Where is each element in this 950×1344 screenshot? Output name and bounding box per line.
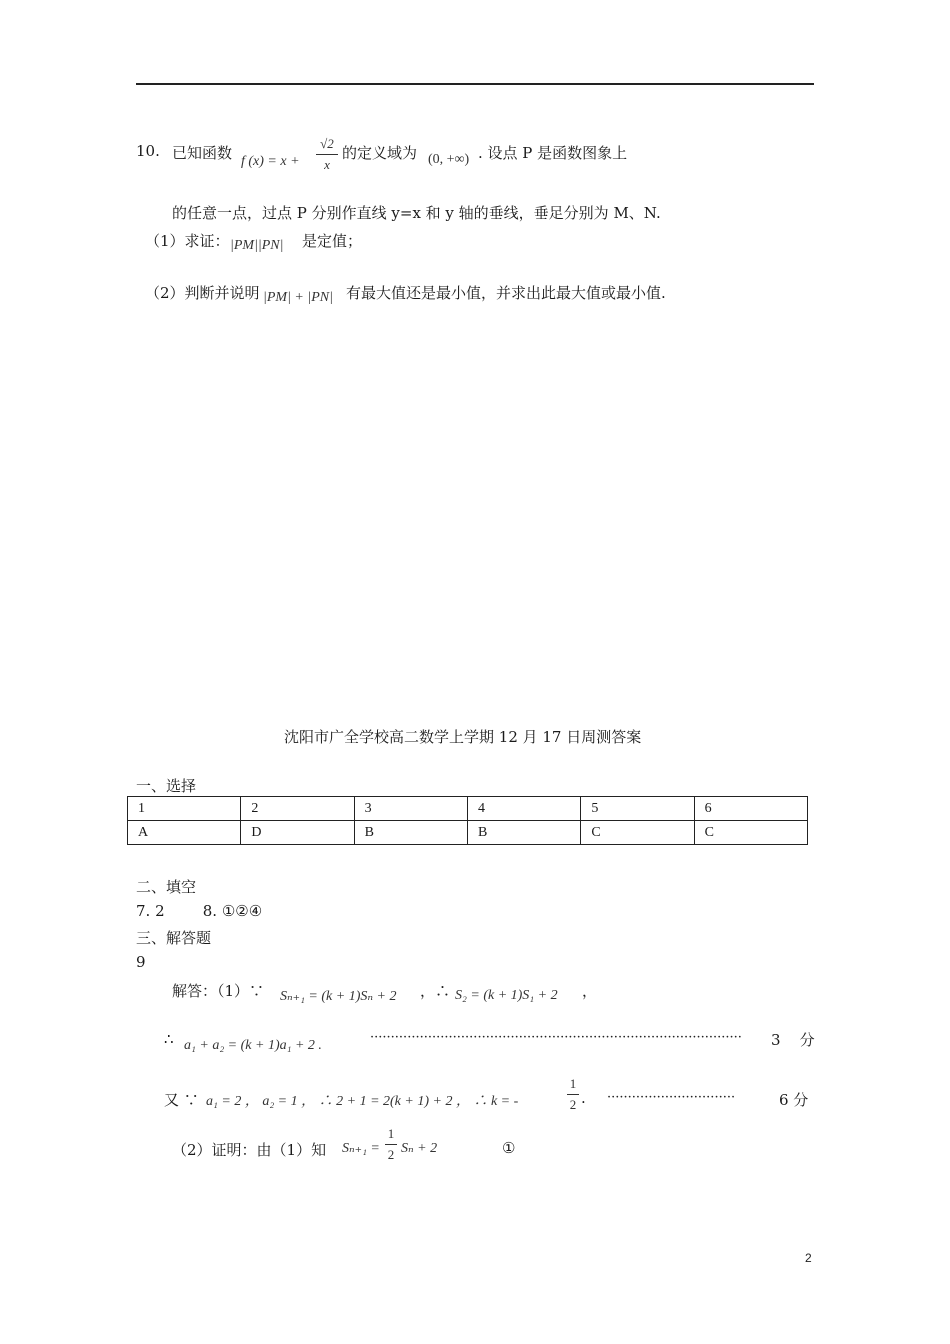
domain-value: (0, +∞) [428,152,470,167]
fraction-numerator: √2 [320,136,334,151]
line3-prefix: 又 ∵ [164,1091,199,1109]
table-cell: B [467,821,580,845]
line3-equation: a₁ = 2 ， a₂ = 1 ， ∴ 2 + 1 = 2(k + 1) + 2 ， ∴ k = - [206,1094,519,1109]
line2-dots: ·························································································· [370,1030,742,1045]
fill-answers: 7. 2 8. ①②④ [136,902,263,920]
fraction-numerator: 1 [569,1076,577,1091]
question-9-number: 9 [136,953,146,971]
part2-fraction [385,1126,397,1163]
header-rule [136,83,814,85]
table-cell: B [354,821,467,845]
function-fraction [316,136,338,173]
line3-score: 6 分 [779,1091,809,1109]
part1-expression: |PM||PN| [230,238,284,253]
solution-eq1: Sₙ₊₁ = (k + 1)Sₙ + 2 [280,989,397,1004]
line3-fraction [567,1076,579,1113]
table-cell: 4 [467,797,580,821]
problem-number: 10. [136,142,160,160]
fraction-denominator: 2 [387,1147,395,1162]
section-choice: 一、选择 [136,777,197,795]
fraction-bar [385,1144,397,1145]
line2-score: 3 分 [771,1031,815,1049]
problem-tail: . 设点 P 是函数图象上 [478,144,628,162]
table-cell: 3 [354,797,467,821]
line3-dots: ······························· [607,1090,736,1105]
page-number: 2 [805,1251,812,1265]
solution-therefore: ，∴ [420,982,451,1000]
problem-intro: 已知函数 [172,144,233,162]
table-row [128,821,808,845]
line3-period: . [581,1089,586,1107]
part1-tail: 是定值； [302,232,363,250]
domain-label: 的定义域为 [342,144,418,162]
table-cell: 1 [128,797,241,821]
table-cell: 5 [581,797,694,821]
table-row [128,797,808,821]
answer-table [127,796,808,845]
table-cell: 6 [694,797,807,821]
part2-eq-right: Sₙ + 2 [401,1141,438,1156]
fraction-denominator: 2 [569,1097,577,1112]
fraction-denominator: x [324,157,330,172]
table-cell: 2 [241,797,354,821]
solution-eq2: S₂ = (k + 1)S₁ + 2 [455,988,558,1003]
table-cell: D [241,821,354,845]
problem-line2: 的任意一点，过点 P 分别作直线 y=x 和 y 轴的垂线，垂足分别为 M、N. [172,204,661,222]
table-cell: C [694,821,807,845]
part2-label: （2）判断并说明 [145,284,260,302]
fraction-bar [567,1094,579,1095]
line2-therefore: ∴ [164,1030,174,1048]
line2-equation: a₁ + a₂ = (k + 1)a₁ + 2 . [184,1038,322,1053]
table-cell: C [581,821,694,845]
part2-eq-left: Sₙ₊₁ = [342,1141,380,1156]
solution-label: 解答：（1）∵ [172,982,265,1000]
part2-tail: 有最大值还是最小值，并求出此最大值或最小值. [346,284,666,302]
table-cell: A [128,821,241,845]
section-fill: 二、填空 [136,878,197,896]
function-lhs: f (x) = x + [241,154,300,169]
part1-label: （1）求证： [145,232,230,250]
solution-comma: ， [582,982,598,1000]
part2-mark: ① [502,1139,516,1157]
section-solutions: 三、解答题 [136,929,212,947]
part2-proof-label: （2）证明：由（1）知 [172,1141,327,1159]
fraction-bar [316,154,338,155]
part2-expression: |PM| + |PN| [263,290,333,305]
answers-title: 沈阳市广全学校高二数学上学期 12 月 17 日周测答案 [284,728,642,746]
fraction-numerator: 1 [387,1126,395,1141]
